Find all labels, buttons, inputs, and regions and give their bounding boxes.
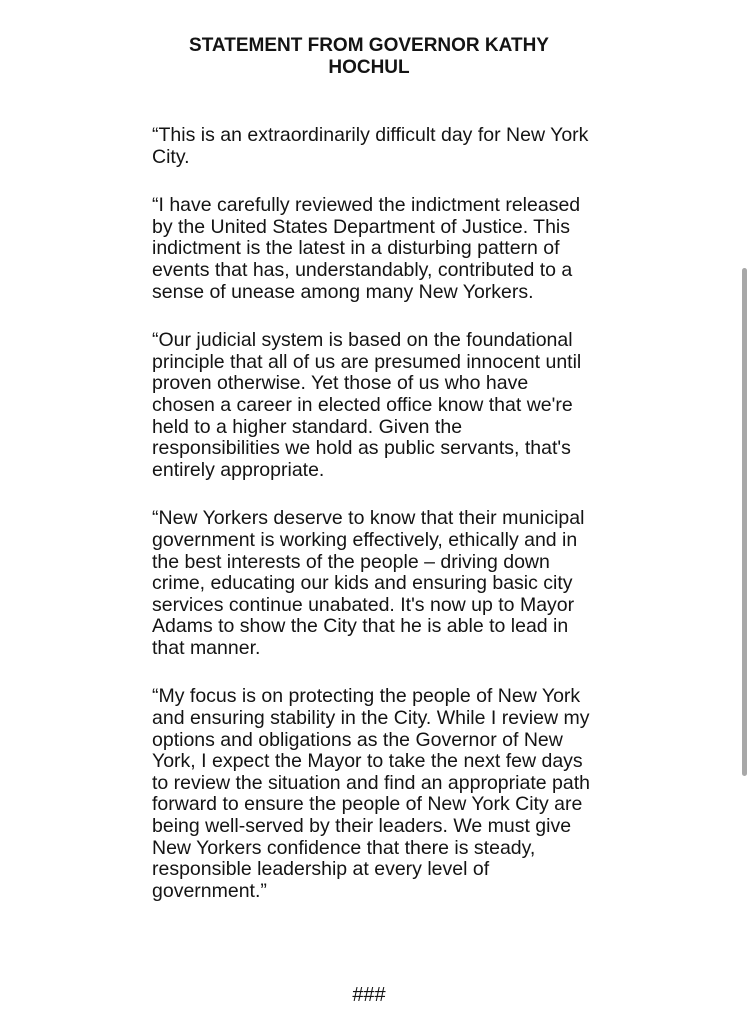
paragraph-4: “New Yorkers deserve to know that their municipal government is working effectively, ethically and in the best interests of the people – driving down crime, educating our kids and ensuring basic city services continue unabated. It's now up to Mayor Adams to show the City that he is able to lead in that manner. (152, 507, 585, 659)
paragraph-5: “My focus is on protecting the people of New York and ensuring stability in the City. While I review my options and obligations as the Governor of New York, I expect the Mayor to take the next few days to review the situation and find an appropriate path forward to ensure the people of New York City are being well-served by their leaders. We must give New Yorkers confidence that there is steady, responsible leadership at every level of government.” (152, 685, 590, 902)
statement-body (152, 125, 592, 929)
statement-title: STATEMENT FROM GOVERNOR KATHY HOCHUL (189, 35, 549, 78)
end-mark: ### (352, 984, 386, 1006)
vertical-scrollbar-thumb[interactable] (742, 268, 747, 776)
paragraph-1: “This is an extraordinarily difficult day for New York City. (152, 124, 589, 168)
paragraph-3: “Our judicial system is based on the foundational principle that all of us are presumed innocent until proven otherwise. Yet those of us who have chosen a career in elected office know that we're held to a higher standard. Given the responsibilities we hold as public servants, that's entirely appropriate. (152, 329, 582, 481)
paragraph-2: “I have carefully reviewed the indictment released by the United States Department of Justice. This indictment is the latest in a disturbing pattern of events that has, understandably, contributed to a sense of unease among many New Yorkers. (152, 194, 581, 303)
